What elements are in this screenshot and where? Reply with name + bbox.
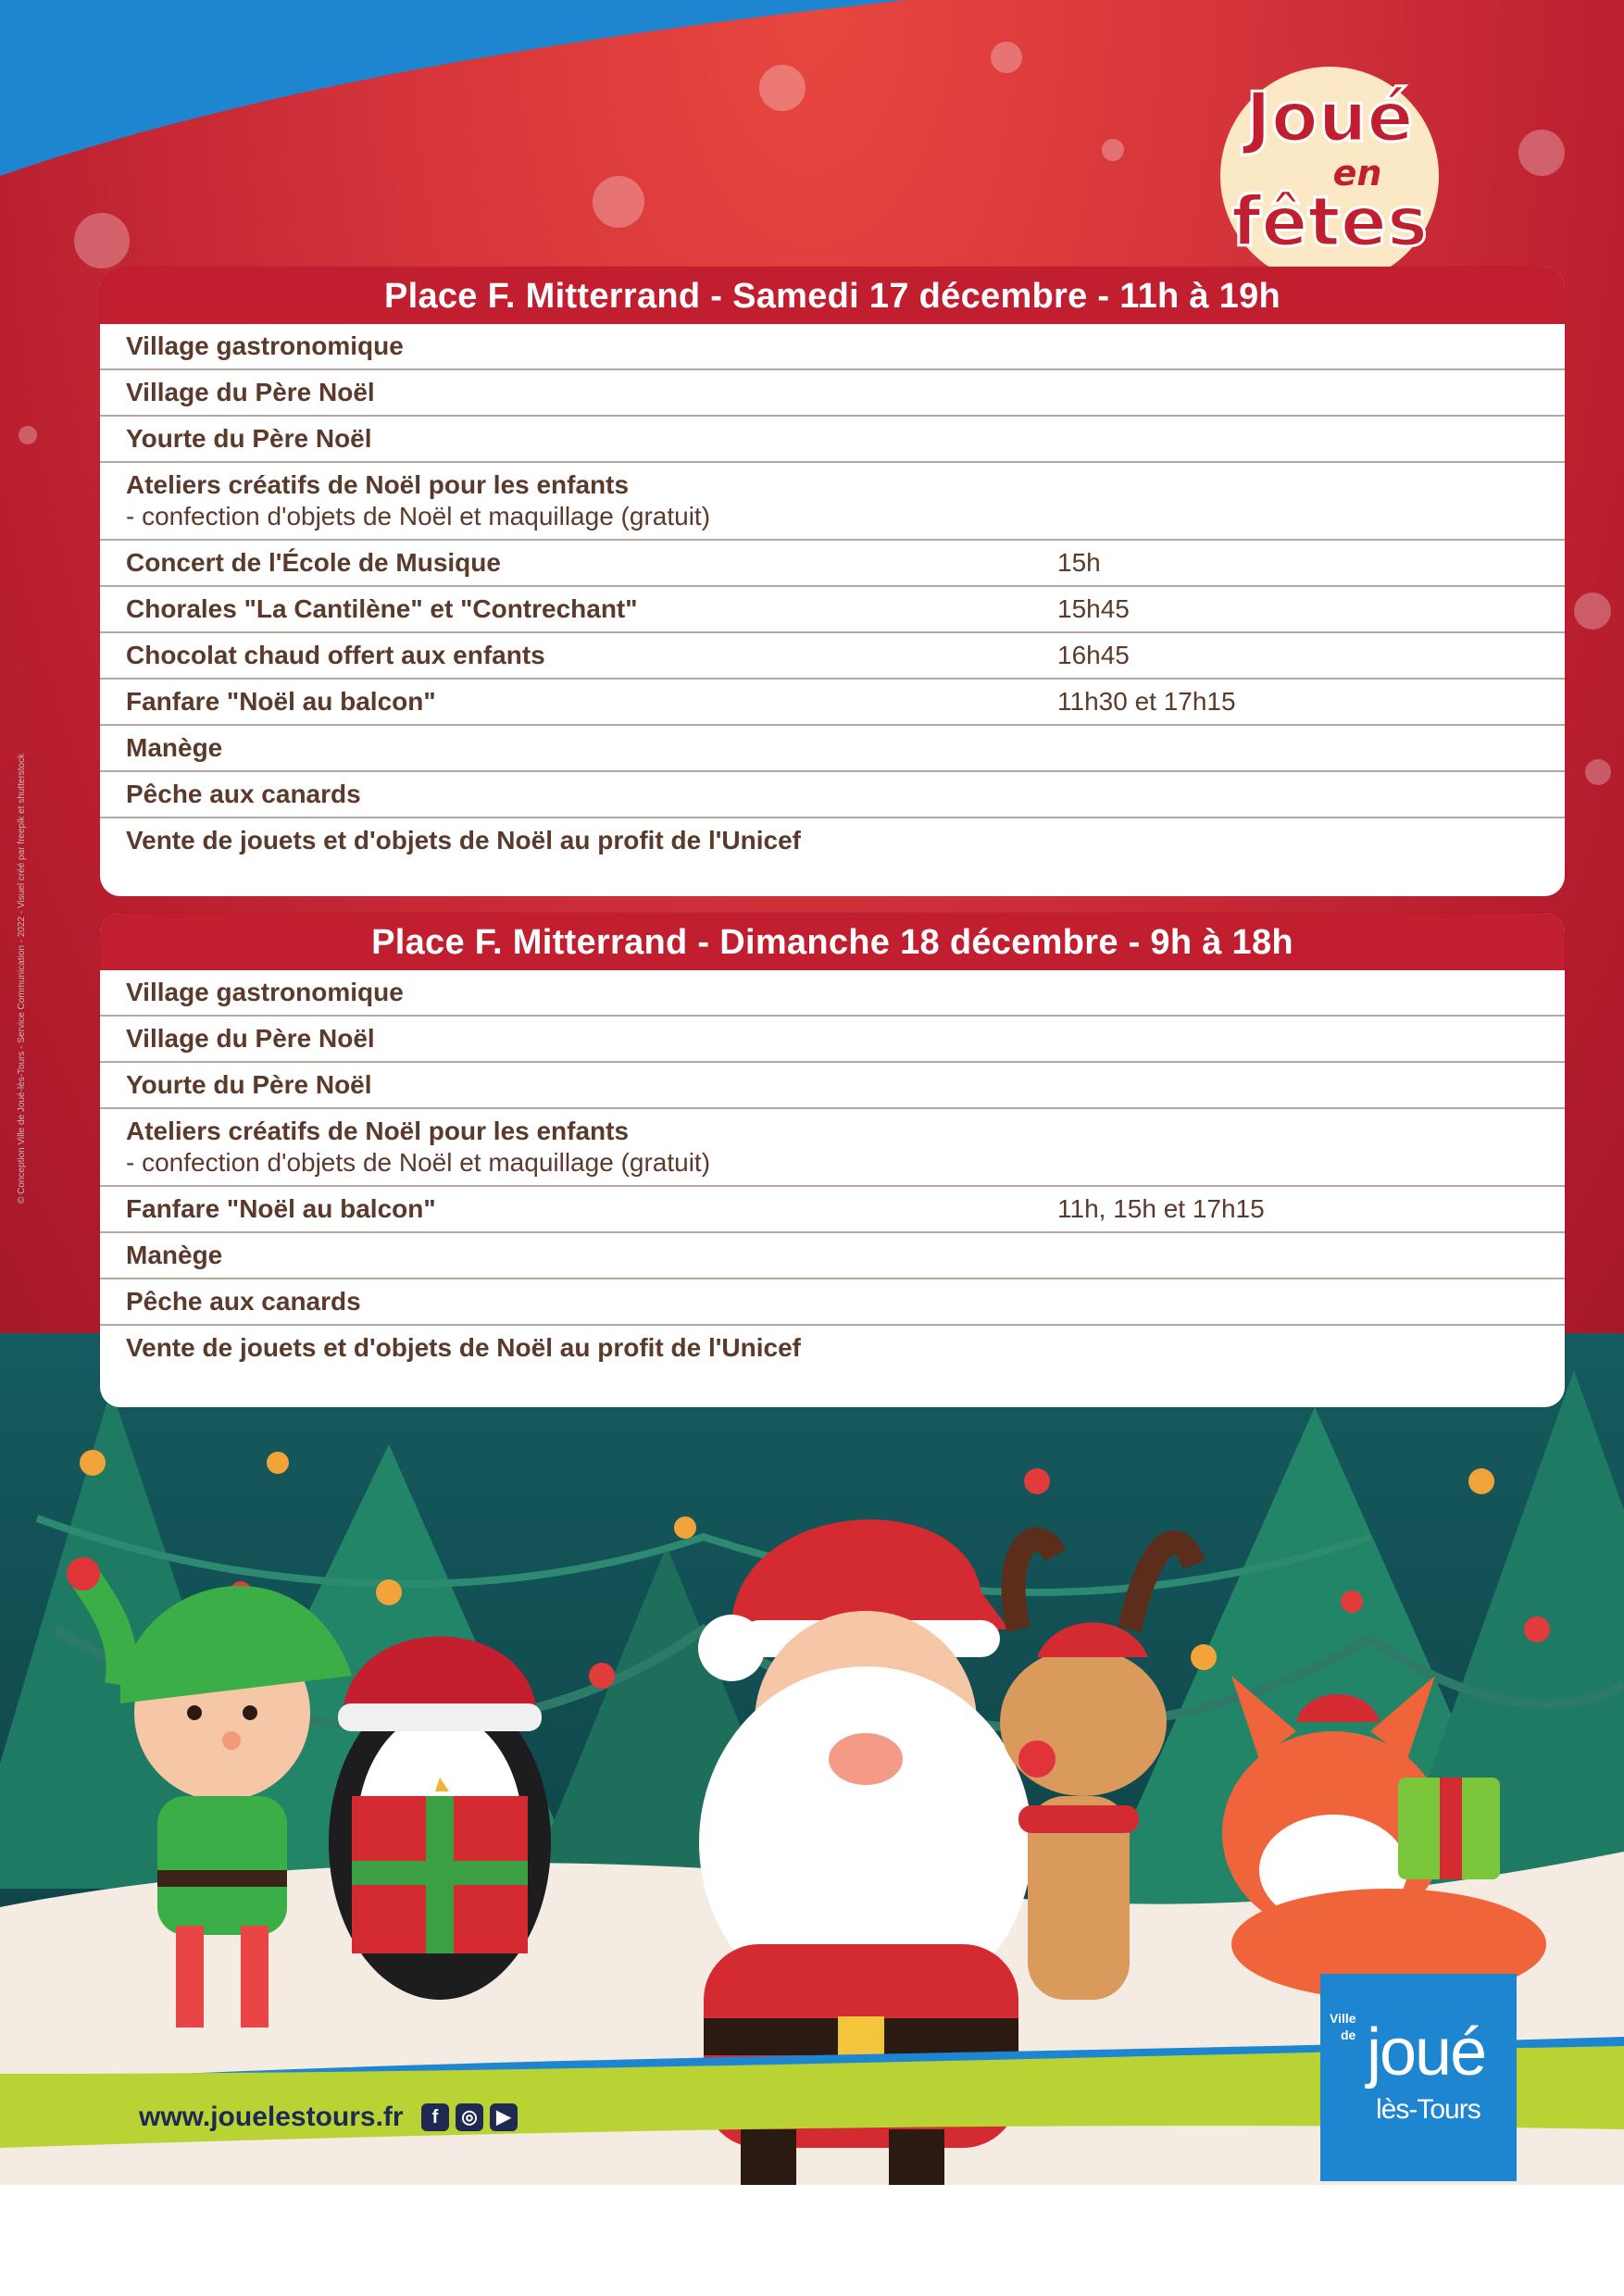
schedule-card-sunday <box>100 913 1565 1407</box>
activity-label: Vente de jouets et d'objets de Noël au profit de l'Unicef <box>126 1333 801 1362</box>
logo-line1: Joué <box>1245 78 1414 157</box>
ville-joue-les-tours-logo <box>1320 1974 1517 2181</box>
schedule-row <box>100 1233 1565 1279</box>
activity-label: Village du Père Noël <box>126 1024 375 1053</box>
logo-line3: fêtes <box>1231 182 1428 262</box>
activity-time: 16h45 <box>1057 641 1130 669</box>
activity-label: Village gastronomique <box>126 331 404 360</box>
snow-dot <box>1102 139 1124 161</box>
city-logo-de: de <box>1341 2028 1356 2042</box>
city-logo-tours: lès-Tours <box>1376 2094 1480 2125</box>
activity-time: 15h <box>1057 548 1101 577</box>
schedule-card-saturday <box>100 267 1565 896</box>
snow-dot <box>1585 759 1611 785</box>
schedule-row <box>100 818 1565 863</box>
website-link[interactable]: www.jouelestours.fr <box>139 2102 404 2132</box>
city-logo-ville: Ville <box>1330 2011 1356 2026</box>
schedule-row <box>100 680 1565 726</box>
schedule-list <box>100 970 1565 1370</box>
schedule-row <box>100 324 1565 370</box>
schedule-row <box>100 1187 1565 1233</box>
schedule-list <box>100 324 1565 863</box>
snow-dot <box>1574 593 1611 630</box>
activity-label: Ateliers créatifs de Noël pour les enfants <box>126 1117 630 1145</box>
side-credit: © Conception Ville de Joué-lès-Tours - Service Communication - 2022 - Visuel créé par freepik et shutterstock <box>17 753 27 1204</box>
activity-label: Chorales "La Cantilène" et "Contrechant" <box>126 594 638 623</box>
activity-label: Yourte du Père Noël <box>126 1070 372 1099</box>
facebook-icon[interactable]: f <box>421 2103 449 2131</box>
schedule-row <box>100 1279 1565 1326</box>
schedule-row <box>100 370 1565 417</box>
schedule-row <box>100 726 1565 772</box>
snow-dot <box>74 213 130 268</box>
joue-en-fetes-logo <box>1200 56 1450 287</box>
section-title: Place F. Mitterrand - Dimanche 18 décembre - 9h à 18h <box>100 913 1565 970</box>
instagram-icon[interactable]: ◎ <box>456 2103 483 2131</box>
activity-label: Village du Père Noël <box>126 378 375 406</box>
snow-dot <box>991 42 1022 73</box>
schedule-row <box>100 633 1565 680</box>
activity-label: Manège <box>126 1241 223 1269</box>
activity-label: Chocolat chaud offert aux enfants <box>126 641 545 669</box>
schedule-row <box>100 1063 1565 1109</box>
schedule-row <box>100 1326 1565 1370</box>
snow-dot <box>1518 130 1565 176</box>
schedule-row <box>100 1109 1565 1187</box>
activity-label: Village gastronomique <box>126 978 404 1006</box>
activity-label: Concert de l'École de Musique <box>126 548 501 577</box>
logo-line2: en <box>1332 153 1382 193</box>
schedule-row <box>100 541 1565 587</box>
snow-dot <box>19 426 37 444</box>
activity-label: Pêche aux canards <box>126 1287 361 1316</box>
activity-label: Yourte du Père Noël <box>126 424 372 453</box>
schedule-row <box>100 587 1565 633</box>
activity-label: Vente de jouets et d'objets de Noël au profit de l'Unicef <box>126 826 801 855</box>
schedule-row <box>100 1017 1565 1063</box>
schedule-row <box>100 417 1565 463</box>
schedule-row <box>100 463 1565 541</box>
activity-time: 15h45 <box>1057 594 1130 623</box>
snow-dot <box>593 176 644 228</box>
section-title: Place F. Mitterrand - Samedi 17 décembre - 11h à 19h <box>100 267 1565 324</box>
schedule-row <box>100 970 1565 1017</box>
activity-label: Fanfare "Noël au balcon" <box>126 1194 436 1223</box>
city-logo-joue: joué <box>1367 2015 1486 2090</box>
activity-detail: - confection d'objets de Noël et maquillage (gratuit) <box>126 502 711 530</box>
activity-detail: - confection d'objets de Noël et maquillage (gratuit) <box>126 1148 711 1177</box>
activity-label: Manège <box>126 733 223 762</box>
activity-time: 11h, 15h et 17h15 <box>1057 1194 1265 1223</box>
snow-dot <box>759 65 806 111</box>
activity-label: Pêche aux canards <box>126 780 361 808</box>
youtube-icon[interactable]: ▶ <box>490 2103 518 2131</box>
activity-label: Ateliers créatifs de Noël pour les enfants <box>126 470 630 499</box>
activity-label: Fanfare "Noël au balcon" <box>126 687 436 716</box>
activity-time: 11h30 et 17h15 <box>1057 687 1236 716</box>
schedule-row <box>100 772 1565 818</box>
